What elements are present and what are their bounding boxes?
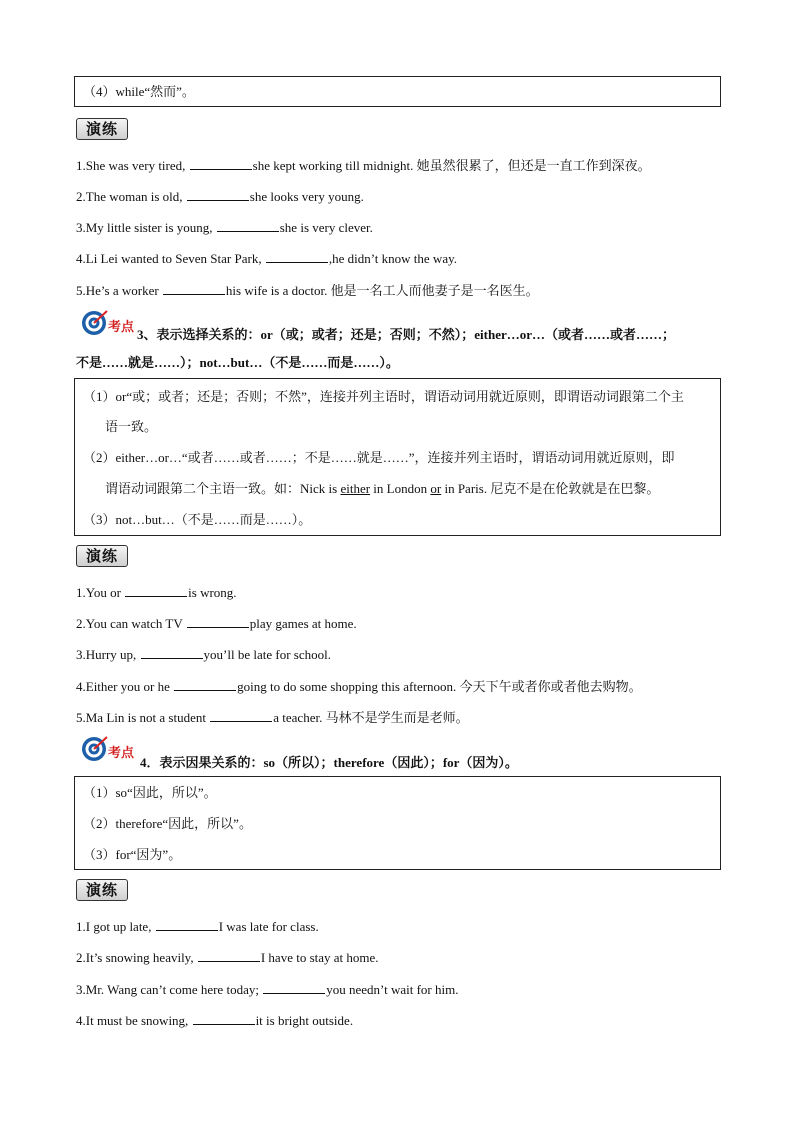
- practice-badge: 演练: [76, 879, 128, 901]
- exercise-line: 4.It must be snowing, it is bright outside.: [76, 1013, 354, 1028]
- answer-blank[interactable]: [198, 950, 260, 962]
- answer-blank[interactable]: [193, 1013, 255, 1025]
- answer-blank[interactable]: [210, 710, 272, 722]
- grammar-note-box-while: [74, 76, 721, 107]
- note-item-therefore: （2）therefore“因此，所以”。: [83, 816, 252, 831]
- answer-blank[interactable]: [187, 616, 249, 628]
- section-title-continued: 不是……就是……）；not…but…（不是……而是……）。: [76, 355, 399, 370]
- practice-badge: 演练: [76, 545, 128, 567]
- note-item-while: （4）while“然而”。: [83, 84, 195, 99]
- kaodian-label: 考点: [108, 320, 135, 335]
- note-item-or-continued: 语一致。: [105, 419, 158, 434]
- answer-blank[interactable]: [174, 679, 236, 691]
- exercise-line: 2.It’s snowing heavily, I have to stay at home.: [76, 950, 379, 965]
- kaodian-label: 考点: [108, 746, 135, 761]
- section-title: 3、表示选择关系的：or（或；或者；还是；否则；不然）；either…or…（或者……或者……；: [137, 327, 676, 342]
- target-icon: [80, 736, 110, 762]
- exercise-line: 3.Hurry up, you’ll be late for school.: [76, 647, 331, 662]
- practice-badge: 演练: [76, 118, 128, 140]
- grammar-note-box-choice: [74, 378, 721, 536]
- answer-blank[interactable]: [156, 919, 218, 931]
- exercise-line: 1.You or is wrong.: [76, 585, 237, 600]
- note-item-either-or: （2）either…or…“或者……或者……；不是……就是……”，连接并列主语时，谓语动词用就近原则，即: [83, 450, 675, 465]
- kaodian-marker: [80, 310, 144, 336]
- exercise-line: 2.The woman is old, she looks very young.: [76, 189, 364, 204]
- answer-blank[interactable]: [266, 251, 328, 263]
- exercise-line: 4.Either you or he going to do some shopping this afternoon. 今天下午或者你或者他去购物。: [76, 679, 642, 694]
- note-item-for: （3）for“因为”。: [83, 847, 182, 862]
- target-icon: [80, 310, 110, 336]
- exercise-line: 3.Mr. Wang can’t come here today; you needn’t wait for him.: [76, 982, 459, 997]
- exercise-line: 5.Ma Lin is not a student a teacher. 马林不是学生而是老师。: [76, 710, 469, 725]
- grammar-note-box-cause: [74, 776, 721, 870]
- answer-blank[interactable]: [187, 189, 249, 201]
- kaodian-marker: [80, 736, 144, 762]
- answer-blank[interactable]: [263, 982, 325, 994]
- exercise-line: 1.I got up late, I was late for class.: [76, 919, 319, 934]
- answer-blank[interactable]: [217, 220, 279, 232]
- exercise-line: 2.You can watch TV play games at home.: [76, 616, 357, 631]
- note-item-or: （1）or“或；或者；还是；否则；不然”，连接并列主语时，谓语动词用就近原则，即谓语动词跟第二个主: [83, 389, 684, 404]
- answer-blank[interactable]: [163, 283, 225, 295]
- exercise-line: 1.She was very tired, she kept working till midnight. 她虽然很累了，但还是一直工作到深夜。: [76, 158, 651, 173]
- answer-blank[interactable]: [141, 647, 203, 659]
- answer-blank[interactable]: [125, 585, 187, 597]
- section-title: 4．表示因果关系的：so（所以）；therefore（因此）；for（因为）。: [140, 755, 518, 770]
- answer-blank[interactable]: [190, 158, 252, 170]
- exercise-line: 3.My little sister is young, she is very clever.: [76, 220, 373, 235]
- note-item-either-or-continued: 谓语动词跟第二个主语一致。如：Nick is either in London or in Paris. 尼克不是在伦敦就是在巴黎。: [105, 481, 660, 496]
- exercise-line: 4.Li Lei wanted to Seven Star Park, ,he didn’t know the way.: [76, 251, 457, 266]
- note-item-not-but: （3）not…but…（不是……而是……）。: [83, 512, 312, 527]
- exercise-line: 5.He’s a worker his wife is a doctor. 他是一名工人而他妻子是一名医生。: [76, 283, 539, 298]
- note-item-so: （1）so“因此，所以”。: [83, 785, 217, 800]
